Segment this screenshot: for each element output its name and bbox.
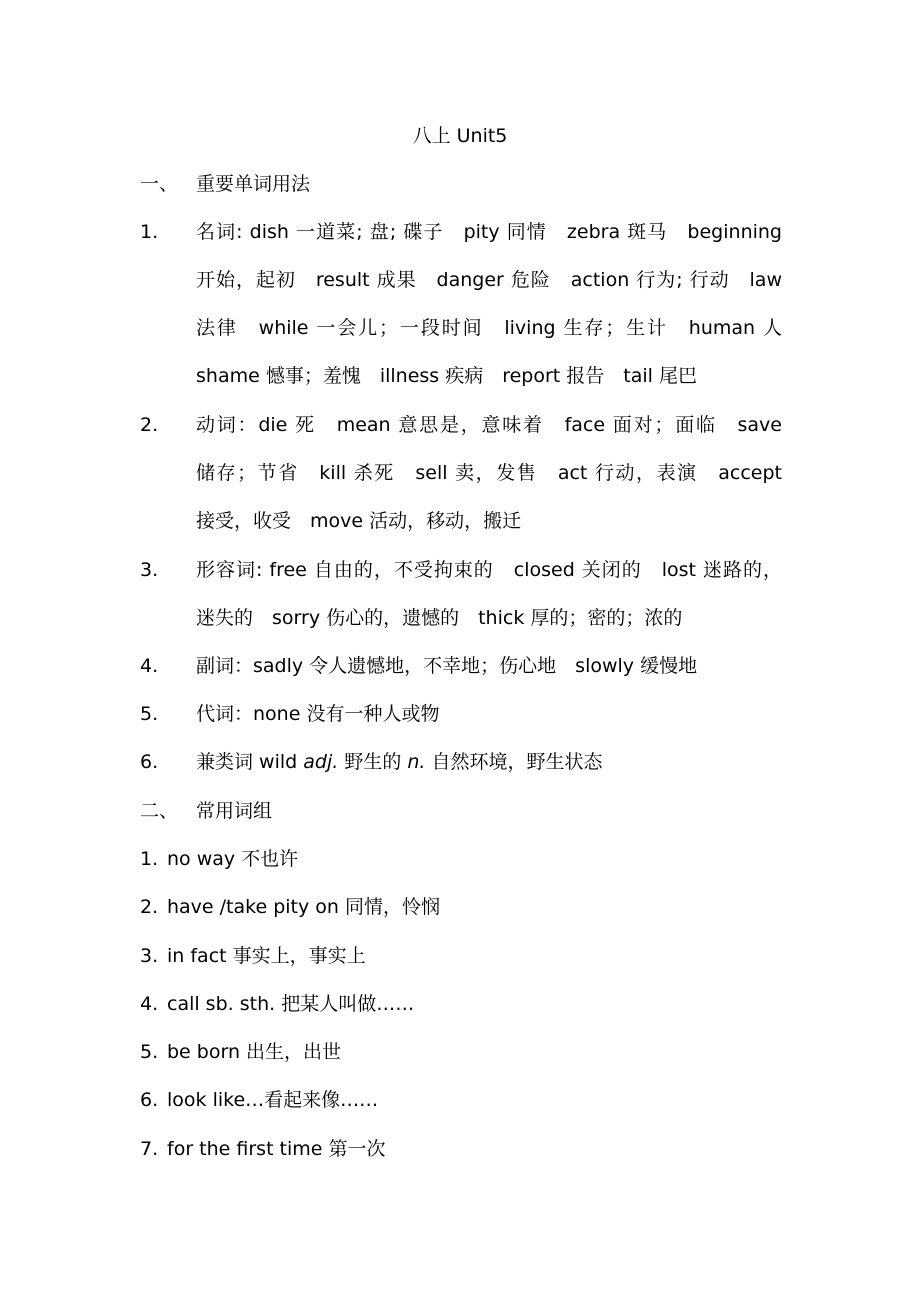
phrase-item [140,1084,378,1116]
phrase-item [140,1133,386,1165]
phrase-text: in fact 事实上，事实上 [167,945,366,967]
vocab-item-adjectives [140,546,800,642]
item-line: 名词: dish 一道菜; 盘; 碟子 pity 同情 zebra 斑马 beginning [196,221,782,243]
phrase-number: 7. [140,1138,159,1160]
adj-meaning: 野生的 [338,751,408,773]
item-body [196,642,782,690]
phrase-item [140,988,414,1020]
vocab-item-nouns [140,208,800,400]
phrase-text: call sb. sth. 把某人叫做…… [167,993,415,1015]
phrase-item [140,1036,341,1068]
section-title: 常用词组 [196,800,273,822]
phrase-number: 1. [140,848,159,870]
phrase-number: 4. [140,993,159,1015]
vocab-item-multiclass [140,738,800,786]
item-line: 接受，收受 move 活动，移动，搬迁 [196,510,522,532]
section-number: 一、 [140,173,179,195]
item-body [196,690,782,738]
page-title: 八上 Unit5 [412,125,508,147]
phrase-number: 2. [140,896,159,918]
vocab-item-adverbs [140,642,800,690]
adj-abbrev: adj. [303,751,339,773]
phrase-text: no way 不也许 [167,848,299,870]
item-number: 1. [140,221,159,243]
item-number: 6. [140,751,159,773]
item-line [196,738,782,786]
item-body [196,401,782,545]
phrase-item [140,843,298,875]
item-line: 开始，起初 result 成果 danger 危险 action 行为; 行动 law [196,269,782,291]
phrase-number: 5. [140,1041,159,1063]
phrase-number: 3. [140,945,159,967]
item-body [196,738,782,786]
section-title: 重要单词用法 [196,173,311,195]
section-heading-1 [140,168,310,200]
item-line: shame 憾事；羞愧 illness 疾病 report 报告 tail 尾巴 [196,365,697,387]
section-number: 二、 [140,800,179,822]
phrase-text: be born 出生，出世 [167,1041,342,1063]
item-number: 5. [140,703,159,725]
item-number: 4. [140,655,159,677]
item-body [196,208,782,400]
item-line: 动词：die 死 mean 意思是，意味着 face 面对；面临 save [196,414,782,436]
section-heading-2 [140,795,272,827]
item-body [196,546,782,642]
phrase-number: 6. [140,1089,159,1111]
phrase-item [140,940,366,972]
phrase-text: for the first time 第一次 [167,1138,386,1160]
wild-prefix: 兼类词 wild [196,751,304,773]
vocab-item-verbs [140,401,800,545]
item-line: 迷失的 sorry 伤心的，遗憾的 thick 厚的；密的；浓的 [196,607,683,629]
phrase-text: have /take pity on 同情，怜悯 [167,896,440,918]
item-number: 2. [140,414,159,436]
item-line: 法律 while 一会儿；一段时间 living 生存；生计 human 人 [196,317,782,339]
phrase-item [140,891,440,923]
item-number: 3. [140,559,159,581]
item-line: 代词：none 没有一种人或物 [196,703,440,725]
noun-meaning: 自然环境，野生状态 [425,751,603,773]
vocab-item-pronouns [140,690,800,738]
phrase-text: look like…看起来像…… [167,1089,379,1111]
item-line: 形容词: free 自由的，不受拘束的 closed 关闭的 lost 迷路的， [196,559,782,581]
noun-abbrev: n. [407,751,426,773]
item-line: 副词：sadly 令人遗憾地，不幸地；伤心地 slowly 缓慢地 [196,655,698,677]
item-line: 储存；节省 kill 杀死 sell 卖，发售 act 行动，表演 accept [196,462,782,484]
